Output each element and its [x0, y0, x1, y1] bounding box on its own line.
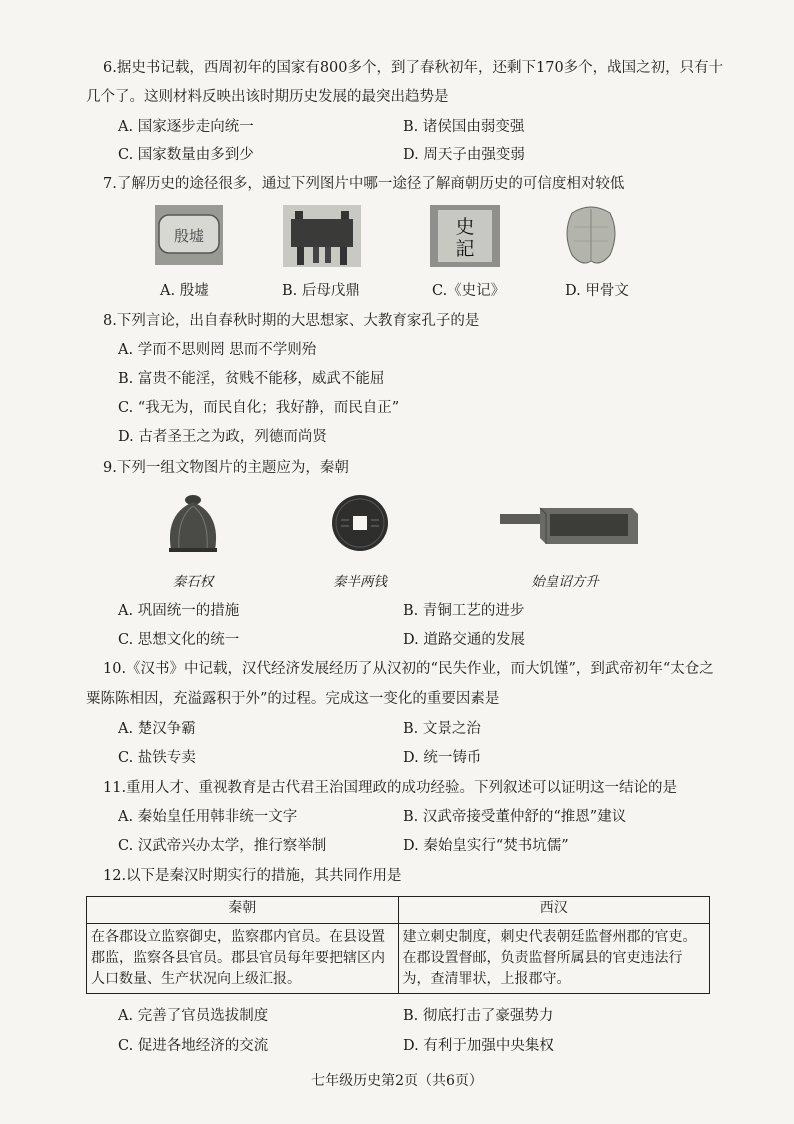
q9-image-coin [329, 492, 391, 554]
q10-stem-line1: 10.《汉书》中记载，汉代经济发展经历了从汉初的“民失作业，而大饥馑”，到武帝初年“太仓之 [103, 661, 714, 677]
q9-image-measure [500, 500, 640, 548]
stone-weight-icon [157, 492, 229, 554]
q8-option-c: C. “我无为，而民自化；我好静，而民自正” [118, 400, 400, 416]
q12-option-b: B. 彻底打击了豪强势力 [403, 1008, 554, 1024]
q8-stem: 8.下列言论，出自春秋时期的大思想家、大教育家孔子的是 [103, 313, 480, 329]
q11-option-a: A. 秦始皇任用韩非统一文字 [118, 809, 298, 825]
q12-option-c: C. 促进各地经济的交流 [118, 1038, 269, 1054]
table-header-xihan: 西汉 [398, 897, 710, 924]
square-measure-icon [500, 500, 640, 548]
q10-option-a: A. 楚汉争霸 [118, 721, 196, 737]
q7-option-c: C.《史记》 [432, 283, 506, 299]
q10-option-d: D. 统一铸币 [403, 750, 482, 766]
q11-stem: 11.重用人才、重视教育是古代君王治国理政的成功经验。下列叙述可以证明这一结论的是 [103, 780, 678, 796]
q7-image-shiji [430, 205, 500, 267]
q9-option-d: D. 道路交通的发展 [403, 632, 525, 648]
q7-stem: 7.了解历史的途径很多，通过下列图片中哪一途径了解商朝历史的可信度相对较低 [103, 176, 625, 192]
q12-option-a: A. 完善了官员选拔制度 [118, 1008, 269, 1024]
q12-comparison-table [86, 896, 710, 994]
bronze-ding-icon [283, 205, 361, 267]
shiji-char-1: 史 [455, 216, 475, 238]
q6-option-a: A. 国家逐步走向统一 [118, 119, 254, 135]
q6-stem-line1: 6.据史书记载，西周初年的国家有800多个，到了春秋初年，还剩下170多个，战国之初，只有十 [103, 60, 724, 76]
yinxu-plaque-icon [155, 205, 223, 265]
shiji-book-icon [430, 205, 500, 267]
table-cell-qin: 在各郡设立监察御史，监察郡内官员。在县设置郡监，监察各县官员。郡县官员每年要把辖区内人口数量、生产状况向上级汇报。 [87, 924, 399, 994]
table-header-qin: 秦朝 [87, 897, 399, 924]
q8-option-d: D. 古者圣王之为政，列德而尚贤 [118, 429, 327, 445]
q7-image-ding [283, 205, 361, 267]
q9-stem: 9.下列一组文物图片的主题应为，秦朝 [103, 460, 349, 476]
q9-caption-3: 始皇诏方升 [531, 574, 599, 590]
q9-option-b: B. 青铜工艺的进步 [403, 603, 525, 619]
table-cell-xihan: 建立刺史制度，刺史代表朝廷监督州郡的官吏。在郡设置督邮，负责监督所属县的官吏违法行为，查清罪状，上报郡守。 [398, 924, 710, 994]
q11-option-c: C. 汉武帝兴办太学，推行察举制 [118, 838, 327, 854]
oracle-bone-icon [562, 203, 620, 269]
q11-option-d: D. 秦始皇实行“焚书坑儒” [403, 838, 569, 854]
q6-stem-line2: 几个了。这则材料反映出该时期历史发展的最突出趋势是 [86, 89, 449, 105]
q10-stem-line2: 粟陈陈相因，充溢露积于外”的过程。完成这一变化的重要因素是 [86, 691, 500, 707]
q10-option-c: C. 盐铁专卖 [118, 750, 196, 766]
q7-option-b: B. 后母戊鼎 [282, 283, 360, 299]
q12-stem: 12.以下是秦汉时期实行的措施，其共同作用是 [103, 868, 402, 884]
yinxu-plaque-text: 殷墟 [173, 227, 205, 245]
q9-image-stone-weight [157, 492, 229, 554]
q7-image-oracle-bone [562, 203, 620, 269]
q9-option-c: C. 思想文化的统一 [118, 632, 240, 648]
q6-option-d: D. 周天子由强变弱 [403, 147, 525, 163]
shiji-char-2: 記 [455, 238, 475, 260]
q12-option-d: D. 有利于加强中央集权 [403, 1038, 554, 1054]
q10-option-b: B. 文景之治 [403, 721, 481, 737]
table-header-row [87, 897, 710, 924]
banliang-coin-icon [329, 492, 391, 554]
q8-option-a: A. 学而不思则罔 思而不学则殆 [118, 342, 317, 358]
q8-option-b: B. 富贵不能淫，贫贱不能移，威武不能屈 [118, 371, 385, 387]
q6-option-b: B. 诸侯国由弱变强 [403, 119, 525, 135]
q9-caption-2: 秦半两钱 [333, 574, 387, 590]
q7-option-d: D. 甲骨文 [565, 283, 629, 299]
q6-option-c: C. 国家数量由多到少 [118, 147, 254, 163]
page-footer: 七年级历史第2页（共6页） [311, 1073, 483, 1089]
table-row [87, 924, 710, 994]
q11-option-b: B. 汉武帝接受董仲舒的“推恩”建议 [403, 809, 627, 825]
q9-caption-1: 秦石权 [172, 574, 214, 590]
q7-option-a: A. 殷墟 [160, 283, 209, 299]
q7-image-yinxu [155, 205, 223, 265]
q9-option-a: A. 巩固统一的措施 [118, 603, 240, 619]
